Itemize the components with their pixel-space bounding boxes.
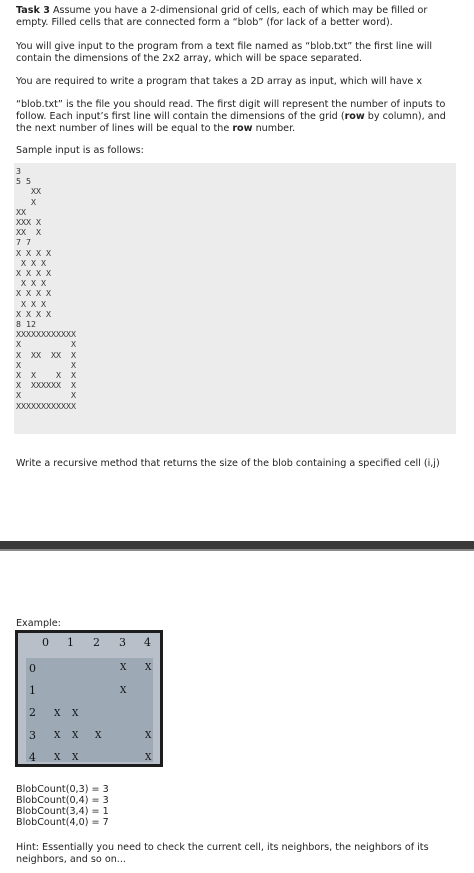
row-bold-1: row (344, 111, 365, 122)
row-header-1: 1 (29, 684, 36, 697)
para4-part-e: number. (252, 123, 296, 134)
para4-part-c: by column), and the next number of lines will be equal to the (16, 111, 446, 134)
example-label: Example: (16, 618, 61, 629)
cell-x: X (145, 753, 152, 763)
hint-text: Hint: Essentially you need to check the current cell, its neighbors, the neighbors of its neighbors, and so on... (16, 842, 429, 865)
cell-x: X (54, 731, 61, 741)
blob-count-line: BlobCount(0,4) = 3 (16, 795, 109, 806)
question-text: Write a recursive method that returns the size of the blob containing a specified cell (i,j) (16, 458, 440, 469)
para4-part-a: “blob.txt” is the file you should read. The first digit will represent the number of inputs to follow. Each input’s first line will contain the dimensions of the grid ( (16, 99, 446, 122)
cell-x: X (72, 731, 79, 741)
col-header-3: 3 (119, 636, 126, 649)
cell-x: X (95, 731, 102, 741)
cell-x: X (120, 686, 127, 696)
cell-x: X (72, 709, 79, 719)
blob-count-line: BlobCount(0,3) = 3 (16, 784, 109, 795)
paragraph-program: You are required to write a program that takes a 2D array as input, which will have x (16, 76, 423, 87)
paragraph-blob-file (16, 99, 462, 135)
section-divider (0, 541, 474, 549)
cell-x: X (54, 753, 61, 763)
row-header-0: 0 (29, 662, 36, 675)
sample-label: Sample input is as follows: (16, 145, 144, 156)
cell-x: X (145, 731, 152, 741)
row-header-4: 4 (29, 751, 36, 764)
row-header-3: 3 (29, 729, 36, 742)
example-grid-body (26, 658, 153, 762)
task-label: Task 3 (16, 5, 50, 16)
paragraph-input-file: You will give input to the program from a text file named as “blob.txt” the first line will contain the dimensions of the 2x2 array, which will be space separated. (16, 41, 433, 64)
task-intro-text: Assume you have a 2-dimensional grid of cells, each of which may be filled or empty. Filled cells that are connected form a “blob” (for lack of a better word). (16, 5, 428, 28)
col-header-0: 0 (42, 636, 49, 649)
task-intro (16, 5, 462, 29)
col-header-1: 1 (67, 636, 74, 649)
row-bold-2: row (232, 123, 253, 134)
blob-count-line: BlobCount(4,0) = 7 (16, 817, 109, 828)
example-grid (15, 630, 163, 767)
section-divider-shadow (0, 549, 474, 551)
sample-input-block (14, 163, 456, 434)
blob-count-line: BlobCount(3,4) = 1 (16, 806, 109, 817)
sample-input-text: 3 5 5 XX X XX XXX X XX X 7 7 X X X X X X X X X X X X X X X X X X X X X X X X X 8 12 XXXXXXXXXXXX X X X XX XX X X X X X X X X XXXXXX X X X XXXXXXXXXXXX (16, 166, 76, 411)
cell-x: X (120, 663, 127, 673)
cell-x: X (145, 663, 152, 673)
col-header-2: 2 (93, 636, 100, 649)
cell-x: X (54, 709, 61, 719)
cell-x: X (72, 753, 79, 763)
col-header-4: 4 (144, 636, 151, 649)
row-header-2: 2 (29, 706, 36, 719)
